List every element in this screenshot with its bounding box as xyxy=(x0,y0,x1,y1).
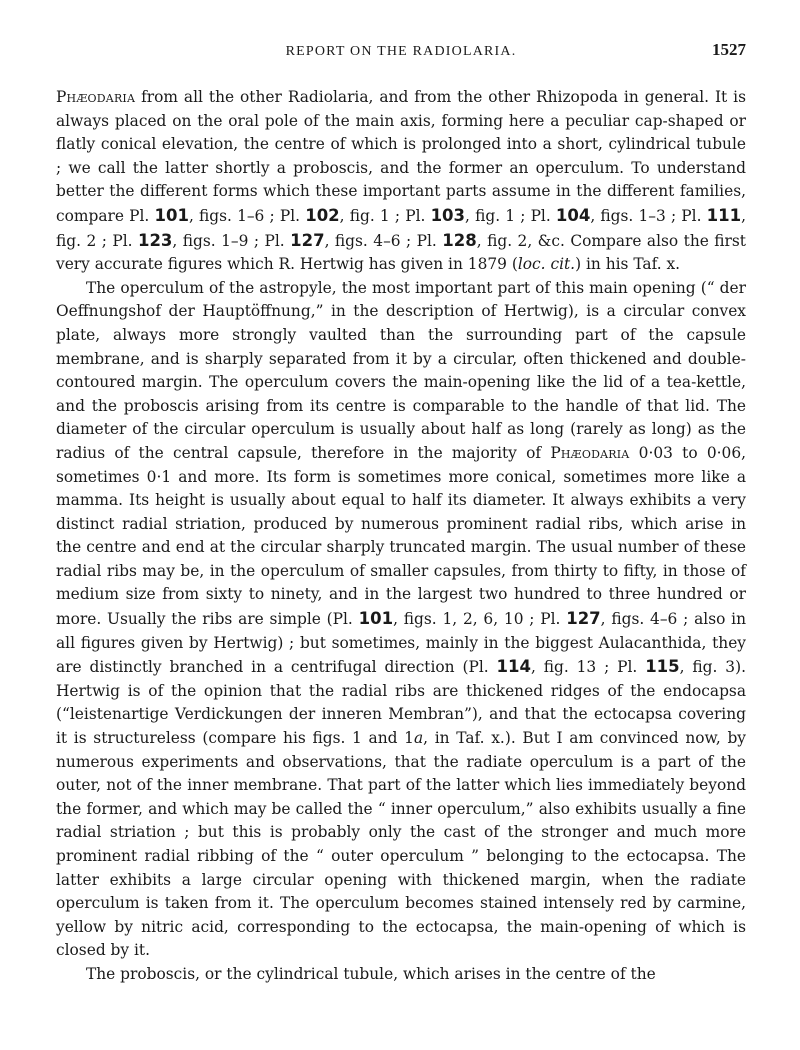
text-run: , figs. 1, 2, 6, 10 ; Pl. xyxy=(393,610,567,629)
plate-number: 101 xyxy=(358,609,394,629)
plate-number: 123 xyxy=(137,230,173,250)
text-run: ) in his Taf. x. xyxy=(575,255,681,274)
text-run: , figs. 4–6 ; also in all figures given by Hertwig) ; but sometimes, mainly in the biggest Aulacanthida, they are distinctly branched in a centrifugal direction (Pl. xyxy=(56,610,746,677)
plate-number: 127 xyxy=(566,609,601,629)
text-run: , figs. 1–9 ; Pl. xyxy=(172,231,291,250)
text-run: , fig. 3). Hertwig is of the opinion that the radial ribs are thickened ridges of the endocapsa (“leistenartige Verdickungen der inneren Membran”), and that the ectocapsa covering it is structureless (compare his figs. 1 and 1 xyxy=(56,658,746,748)
running-head xyxy=(56,40,746,70)
text-run: , fig. 13 ; Pl. xyxy=(530,658,646,677)
text-run: , fig. 2, &c. Compare also the first very accurate figures which R. Hertwig has given in 1879 ( xyxy=(56,231,746,274)
text-run: , fig. 2 ; Pl. xyxy=(56,206,746,250)
paragraph-2 xyxy=(56,277,746,963)
taxon-name: Phæodaria xyxy=(56,88,136,106)
text-run: from all the other Radiolaria, and from the other Rhizopoda in general. It is always placed on the oral pole of the main axis, forming here a peculiar cap-shaped or flatly conical elevation, the centre of which is prolonged into a short, cylindrical tubule ; we call the latter shortly a proboscis, and the former an operculum. To understand better the different forms which these important parts assume in the different families, compare Pl. xyxy=(56,88,746,225)
text-run: 0·03 to 0·06, sometimes 0·1 and more. Its form is sometimes more conical, sometimes more like a mamma. Its height is usually about equal to half its diameter. It always exhibits a very distinct radial striation, produced by numerous prominent radial ribs, which arise in the centre and end at the circular sharply truncated margin. The usual number of these radial ribs may be, in the operculum of smaller capsules, from thirty to fifty, in those of medium size from sixty to ninety, and in the largest two hundred to three hundred or more. Usually the ribs are simple (Pl. xyxy=(56,443,747,629)
plate-number: 111 xyxy=(706,205,742,225)
text-run: , figs. 1–6 ; Pl. xyxy=(188,206,306,225)
plate-number: 127 xyxy=(290,230,325,250)
plate-number: 103 xyxy=(430,205,466,225)
plate-number: 128 xyxy=(442,230,477,250)
plate-number: 102 xyxy=(305,205,340,225)
body-text xyxy=(56,86,746,987)
text-run: , in Taf. x.). But I am convinced now, by numerous experiments and observations, that the radiate operculum is a part of the outer, not of the inner membrane. That part of the latter which lies immediately beyond the former, and which may be called the “ inner operculum,” also exhibits usually a fine radial striation ; but this is probably only the cast of the stronger and much more prominent radial ribbing of the “ outer operculum ” belonging to the ectocapsa. The latter exhibits a large circular opening with thickened margin, when the radiate operculum is taken from it. The operculum becomes stained intensely red by carmine, yellow by nitric acid, corresponding to the ectocapsa, the main-opening of which is closed by it. xyxy=(56,729,746,960)
page xyxy=(56,40,746,987)
text-run: The operculum of the astropyle, the most important part of this main opening (“ der Oeffnungshof der Hauptöffnung,” in the description of Hertwig), is a circular convex plate, always more strongly vaulted than the surrounding part of the capsule membrane, and is sharply separated from it by a circular, often thickened and double-contoured margin. The operculum covers the main-opening like the lid of a tea-kettle, and the proboscis arising from its centre is comparable to the handle of that lid. The diameter of the circular operculum is usually about half as long (rarely as long) as the radius of the central capsule, therefore in the majority of xyxy=(56,278,746,462)
plate-number: 104 xyxy=(555,205,591,225)
running-title: REPORT ON THE RADIOLARIA. xyxy=(285,44,517,59)
text-run: The proboscis, or the cylindrical tubule, which arises in the centre of the xyxy=(86,964,656,983)
citation-italic: loc. cit. xyxy=(517,255,576,274)
figure-letter-italic: a xyxy=(413,729,424,748)
page-number: 1527 xyxy=(712,40,746,59)
text-run: , fig. 1 ; Pl. xyxy=(465,206,556,225)
text-run: , figs. 4–6 ; Pl. xyxy=(324,231,443,250)
text-run: , fig. 1 ; Pl. xyxy=(339,206,431,225)
plate-number: 114 xyxy=(496,657,531,677)
plate-number: 101 xyxy=(154,205,189,225)
text-run: , figs. 1–3 ; Pl. xyxy=(590,206,707,225)
paragraph-3 xyxy=(56,963,746,987)
plate-number: 115 xyxy=(645,657,680,677)
taxon-name: Phæodaria xyxy=(550,443,630,462)
paragraph-1 xyxy=(56,86,746,277)
